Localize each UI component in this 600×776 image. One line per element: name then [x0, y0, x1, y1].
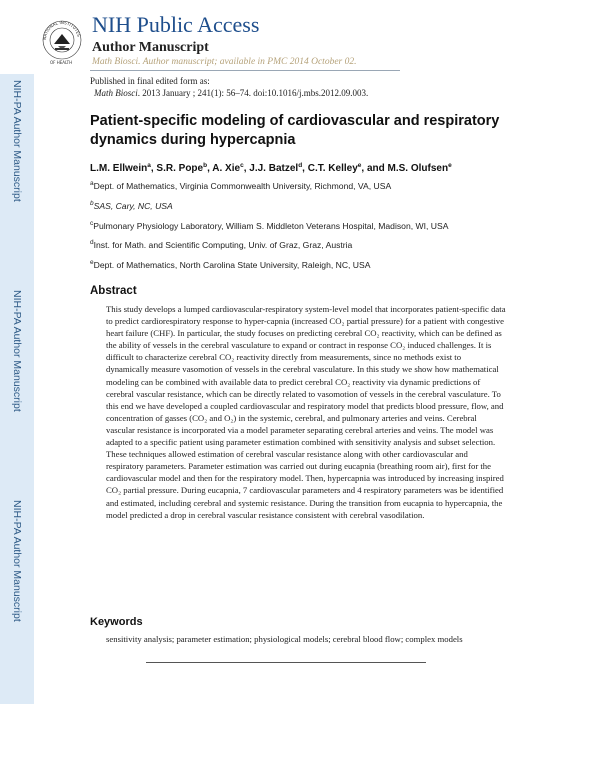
header-subtitle: Author Manuscript — [92, 40, 209, 55]
svg-text:OF HEALTH: OF HEALTH — [50, 60, 73, 65]
sidebar-label-2: NIH-PA Author Manuscript — [11, 290, 23, 412]
keywords-text: sensitivity analysis; parameter estimation; physiological models; cerebral blood flow; complex models — [106, 634, 463, 644]
author-name: M.S. Olufsen — [387, 163, 449, 174]
sidebar-label-1: NIH-PA Author Manuscript — [11, 80, 23, 202]
author-name: C.T. Kelley — [307, 163, 358, 174]
journal-name: Math Biosci — [94, 88, 138, 98]
author-name: A. Xie — [212, 163, 241, 174]
author-name: S.R. Pope — [156, 163, 204, 174]
citation-details: . 2013 January ; 241(1): 56–74. doi:10.1016/j.mbs.2012.09.003. — [137, 88, 369, 98]
affiliation: $^c$Pulmonary Physiology Laboratory, William S. Middleton Veterans Hospital, Madison, WI, USA — [90, 220, 449, 231]
affiliation: $^b$SAS, Cary, NC, USA — [90, 200, 173, 211]
keywords-heading: Keywords — [90, 616, 143, 628]
header-title: NIH Public Access — [92, 12, 260, 37]
abstract-text: This study develops a lumped cardiovascular-respiratory system-level model that incorporates patient-specific data to predict cardiorespiratory response to hyper-capnia (increased CO₂ partial pressure) for a patient with congestive heart failure (CHF). In particular, the study focuses on predicting cerebral CO₂ reactivity, which can be defined as the ability of vessels in the cerebral vasculature to expand or contract in response CO₂ induced challenges. It is difficult to characterize cerebral CO₂ reactivity directly from measurements, since no methods exist to dynamically measure vasomotion of vessels in the cerebral vasculature. In this study we show how mathematical modeling can be combined with available data to predict cerebral CO₂ reactivity via dynamic predictions of cerebral vascular resistance, which can be directly related to vasomotion of vessels in the cerebral vasculature. To this end we have developed a coupled cardiovascular and respiratory model that predicts blood pressure, flow, and concentration of gasses (CO₂ and O₂) in the systemic, cerebral, and pulmonary arteries and veins. Cerebral vascular resistance is incorporated via a model parameter separating cerebral arteries and veins. The model was adapted to a specific patient using parameter estimation combined with sensitivity analysis and subset selection. These techniques allowed estimation of cerebral vascular resistance along with other cardiovascular and respiratory parameters. Parameter estimation was carried out during eucapnia (breathing room air), first for the cardiovascular model and then for the respiratory model. Then, hypercapnia was introduced by increasing inspired CO₂ partial pressure. During eucapnia, 7 cardiovascular parameters and 4 respiratory parameters was be identified and estimated, including cerebral and systemic resistance. During the transition from eucapnia to hypercapnia, the model predicted a drop in cerebral vascular resistance consistent with cerebral vasodilation. — [106, 304, 506, 520]
affiliation: $^d$Inst. for Math. and Scientific Computing, Univ. of Graz, Graz, Austria — [90, 239, 353, 250]
published-in-label: Published in final edited form as: — [90, 76, 210, 86]
affiliation: $^e$Dept. of Mathematics, North Carolina State University, Raleigh, NC, USA — [90, 259, 371, 270]
article-title: Patient-specific modeling of cardiovascular and respiratory dynamics during hypercapnia — [90, 113, 500, 148]
sidebar-label-3: NIH-PA Author Manuscript — [11, 500, 23, 622]
citation-line — [94, 88, 368, 98]
footnote-rule — [146, 662, 426, 663]
affiliation: $^a$Dept. of Mathematics, Virginia Commonwealth University, Richmond, VA, USA — [90, 180, 392, 191]
author-name: J.J. Batzel — [249, 163, 299, 174]
nih-logo — [40, 10, 84, 68]
author-list: L.M. Ellwein$^a$, S.R. Pope$^b$, A. Xie$^c$, J.J. Batzel$^d$, C.T. Kelley$^e$, and M.S. Olufsen$^e$ — [90, 162, 452, 174]
author-name: L.M. Ellwein — [90, 163, 148, 174]
abstract-heading: Abstract — [90, 285, 137, 297]
svg-text:NATIONAL INSTITUTES: NATIONAL INSTITUTES — [41, 19, 82, 41]
header-rule — [90, 70, 400, 71]
header-availability-note: Math Biosci. Author manuscript; available in PMC 2014 October 02. — [92, 57, 357, 67]
